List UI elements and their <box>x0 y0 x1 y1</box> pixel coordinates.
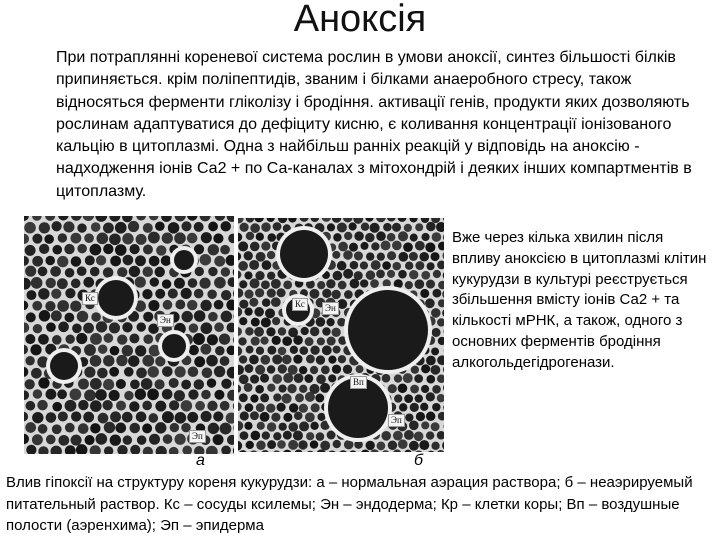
root-section-image-normal <box>24 216 234 454</box>
label-ep-b: Эп <box>388 414 405 427</box>
label-en-b: Эн <box>322 302 339 315</box>
figure-letter-b: б <box>414 452 423 469</box>
label-ks-a: Кс <box>82 292 98 305</box>
label-vp-b: Вп <box>350 376 367 389</box>
micrograph-b <box>238 218 444 452</box>
label-ep-a: Эп <box>189 430 206 443</box>
intro-paragraph: При потраплянні кореневої система рослин в умови аноксії, синтез більшості білків припиняється. крім поліпептидів, званим і білками анаеробного стресу, також відносяться ферменти гліколізу і бродіння. активації генів, продукти яких дозволяють рослинам адаптуватися до дефіциту кисню, є коливання концентрації іонізованого кальцію в цитоплазмі. Одна з найбільш ранніх реакцій у відповідь на аноксію - надходження іонів Са2 + по Са-каналах з мітохондрій і деяких інших компартментів в цитоплазму. <box>56 49 692 200</box>
side-paragraph: Вже через кілька хвилин після впливу аноксією в цитоплазмі клітин кукурудзи в культурі реєструється збільшення вмісту іонів Са2 + та кількості мРНК, а також, одного з основних ферментів бродіння алкогольдегідрогенази. <box>452 229 707 371</box>
slide-title: Аноксія <box>293 0 427 40</box>
label-en-a: Эн <box>157 314 174 327</box>
root-section-image-hypoxia <box>238 218 444 452</box>
figure-letter-a: а <box>196 452 205 469</box>
micrograph-a <box>24 216 234 454</box>
figure-caption: Влив гіпоксії на структуру кореня кукурудзи: а – нормальная аэрация раствора; б – неаэрируемый питательный раствор. Кс – сосуды ксилемы; Эн – эндодерма; Кр – клетки коры; Вп – воздушные полости (аэренхима); Эп – эпидерма <box>6 474 693 534</box>
label-ks-b: Кс <box>292 298 308 311</box>
